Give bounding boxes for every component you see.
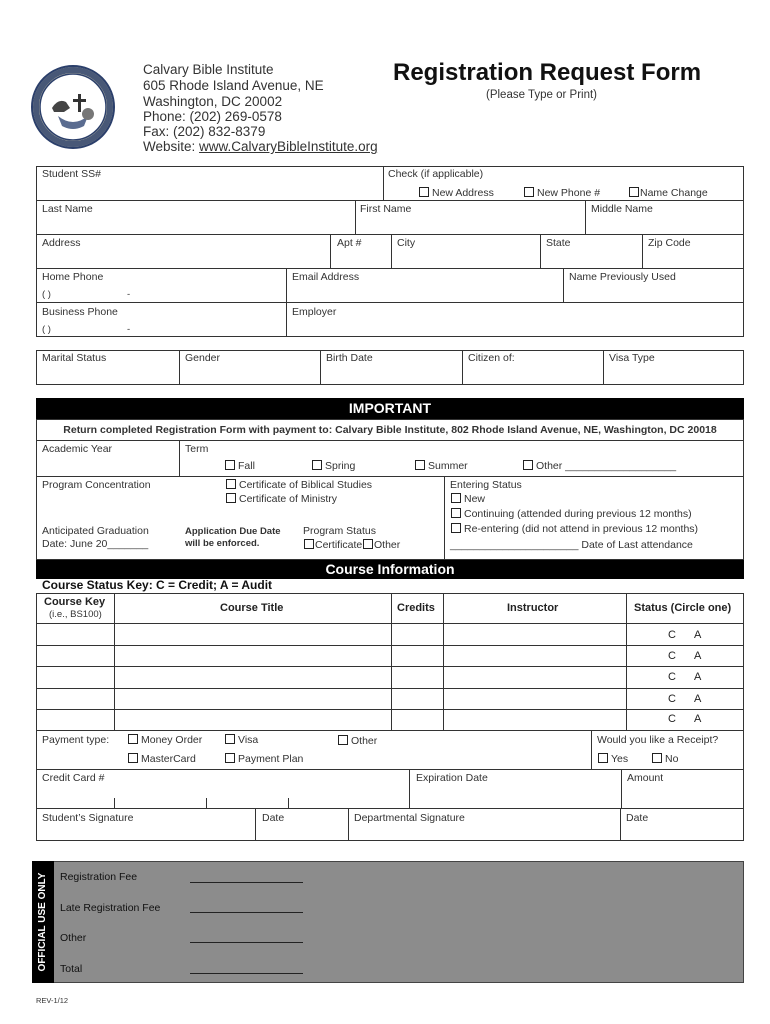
student-ssn-field[interactable]: Student SS#: [42, 168, 101, 180]
other-term-checkbox[interactable]: Other ___________________: [523, 460, 676, 472]
program-status-label: Program Status: [303, 525, 376, 537]
home-phone-field[interactable]: Home Phone: [42, 271, 104, 283]
status-credit-option[interactable]: C: [668, 629, 676, 641]
receipt-question: Would you like a Receipt?: [597, 734, 719, 746]
cert-ministry-checkbox[interactable]: Certificate of Ministry: [226, 493, 337, 505]
gender-field[interactable]: Gender: [185, 352, 221, 364]
name-previously-used-field[interactable]: Name Previously Used: [569, 271, 676, 283]
col-course-title: Course Title: [220, 602, 284, 614]
course-status-key: Course Status Key: C = Credit; A = Audit: [42, 578, 273, 592]
continuing-checkbox[interactable]: Continuing (attended during previous 12 months): [451, 508, 692, 520]
late-fee-line[interactable]: [190, 902, 303, 913]
other-fee-line[interactable]: [190, 932, 303, 943]
apt-field[interactable]: Apt #: [337, 237, 362, 249]
receipt-yes-checkbox[interactable]: Yes: [598, 753, 628, 765]
registration-fee-label: Registration Fee: [60, 871, 138, 883]
business-phone-dash: -: [127, 324, 131, 335]
home-phone-paren: ( ): [42, 289, 51, 300]
home-phone-dash: -: [127, 289, 131, 300]
last-attendance-field[interactable]: ______________________ Date of Last attendance: [450, 539, 693, 551]
status-audit-option[interactable]: A: [694, 693, 702, 705]
student-date-field[interactable]: Date: [262, 812, 285, 824]
return-note: Return completed Registration Form with payment to: Calvary Bible Institute, 802 Rhode Island Avenue, NE, Washington, DC 20018: [63, 424, 717, 436]
total-line[interactable]: [190, 963, 303, 974]
other-fee-label: Other: [60, 932, 87, 944]
org-address-line2: Washington, DC 20002: [143, 94, 283, 109]
app-due-note-1: Application Due Date: [185, 526, 281, 537]
mastercard-checkbox[interactable]: MasterCard: [128, 753, 196, 765]
org-address-line1: 605 Rhode Island Avenue, NE: [143, 78, 324, 93]
student-signature-field[interactable]: Student’s Signature: [42, 812, 134, 824]
payment-block: [36, 731, 744, 841]
name-change-checkbox[interactable]: Name Change: [629, 187, 708, 199]
new-status-checkbox[interactable]: New: [451, 493, 485, 505]
org-website: [143, 139, 378, 154]
new-address-checkbox[interactable]: New Address: [419, 187, 494, 199]
course-info-banner: Course Information: [36, 560, 744, 579]
fall-checkbox[interactable]: Fall: [225, 460, 255, 472]
birth-date-field[interactable]: Birth Date: [326, 352, 373, 364]
employer-field[interactable]: Employer: [292, 306, 337, 318]
status-audit-option[interactable]: A: [694, 650, 702, 662]
status-audit-option[interactable]: A: [694, 671, 702, 683]
spring-checkbox[interactable]: Spring: [312, 460, 355, 472]
revision-label: REV-1/12: [36, 996, 69, 1005]
status-credit-option[interactable]: C: [668, 650, 676, 662]
form-subtitle: (Please Type or Print): [486, 89, 598, 101]
website-link[interactable]: www.CalvaryBibleInstitute.org: [199, 139, 378, 154]
program-other-checkbox[interactable]: Other: [363, 539, 400, 551]
registration-fee-line[interactable]: [190, 872, 303, 883]
summer-checkbox[interactable]: Summer: [415, 460, 468, 472]
late-fee-label: Late Registration Fee: [60, 902, 161, 914]
status-audit-option[interactable]: A: [694, 713, 702, 725]
expiration-date-field[interactable]: Expiration Date: [416, 772, 488, 784]
col-course-key: Course Key: [44, 596, 106, 608]
graduation-date-field[interactable]: Date: June 20_______: [42, 538, 149, 550]
program-concentration-label: Program Concentration: [42, 479, 151, 491]
first-name-field[interactable]: First Name: [360, 203, 412, 215]
other-payment-checkbox[interactable]: Other: [338, 735, 377, 747]
form-title: Registration Request Form: [393, 59, 702, 86]
col-course-key-sub: (i.e., BS100): [49, 609, 102, 620]
col-status: Status (Circle one): [634, 602, 732, 614]
program-certificate-checkbox[interactable]: Certificate: [304, 539, 362, 551]
cert-biblical-studies-checkbox[interactable]: Certificate of Biblical Studies: [226, 479, 372, 491]
new-phone-checkbox[interactable]: New Phone #: [524, 187, 600, 199]
zip-field[interactable]: Zip Code: [648, 237, 691, 249]
state-field[interactable]: State: [546, 237, 571, 249]
app-due-note-2: will be enforced.: [185, 538, 260, 549]
entering-status-label: Entering Status: [450, 479, 522, 491]
status-credit-option[interactable]: C: [668, 671, 676, 683]
term-label: Term: [185, 443, 209, 455]
visa-checkbox[interactable]: Visa: [225, 734, 258, 746]
amount-field[interactable]: Amount: [627, 772, 664, 784]
official-use-block: [32, 861, 744, 983]
business-phone-paren: ( ): [42, 324, 51, 335]
org-name: Calvary Bible Institute: [143, 62, 274, 77]
email-field[interactable]: Email Address: [292, 271, 360, 283]
col-credits: Credits: [397, 602, 435, 614]
receipt-no-checkbox[interactable]: No: [652, 753, 678, 765]
org-phone: Phone: (202) 269-0578: [143, 109, 282, 124]
important-banner: IMPORTANT: [36, 398, 744, 419]
payment-type-label: Payment type:: [42, 734, 110, 746]
visa-type-field[interactable]: Visa Type: [609, 352, 655, 364]
address-field[interactable]: Address: [42, 237, 81, 249]
website-label: Website:: [143, 139, 196, 154]
marital-status-field[interactable]: Marital Status: [42, 352, 107, 364]
org-fax: Fax: (202) 832-8379: [143, 124, 266, 139]
total-label: Total: [60, 963, 83, 975]
citizen-field[interactable]: Citizen of:: [468, 352, 515, 364]
official-use-label: OFFICIAL USE ONLY: [37, 872, 48, 972]
last-name-field[interactable]: Last Name: [42, 203, 93, 215]
institute-seal: [30, 64, 116, 150]
credit-card-field[interactable]: Credit Card #: [42, 772, 105, 784]
check-applicable-label: Check (if applicable): [388, 168, 484, 180]
academic-year-field[interactable]: Academic Year: [42, 443, 113, 455]
anticipated-graduation-label: Anticipated Graduation: [42, 525, 149, 537]
status-audit-option[interactable]: A: [694, 629, 702, 641]
middle-name-field[interactable]: Middle Name: [591, 203, 653, 215]
dept-signature-field[interactable]: Departmental Signature: [354, 812, 465, 824]
reentering-checkbox[interactable]: Re-entering (did not attend in previous 12 months): [451, 523, 698, 535]
business-phone-field[interactable]: Business Phone: [42, 306, 118, 318]
money-order-checkbox[interactable]: Money Order: [128, 734, 202, 746]
dept-date-field[interactable]: Date: [626, 812, 649, 824]
col-instructor: Instructor: [507, 602, 559, 614]
status-credit-option[interactable]: C: [668, 693, 676, 705]
payment-plan-checkbox[interactable]: Payment Plan: [225, 753, 303, 765]
city-field[interactable]: City: [397, 237, 416, 249]
status-credit-option[interactable]: C: [668, 713, 676, 725]
